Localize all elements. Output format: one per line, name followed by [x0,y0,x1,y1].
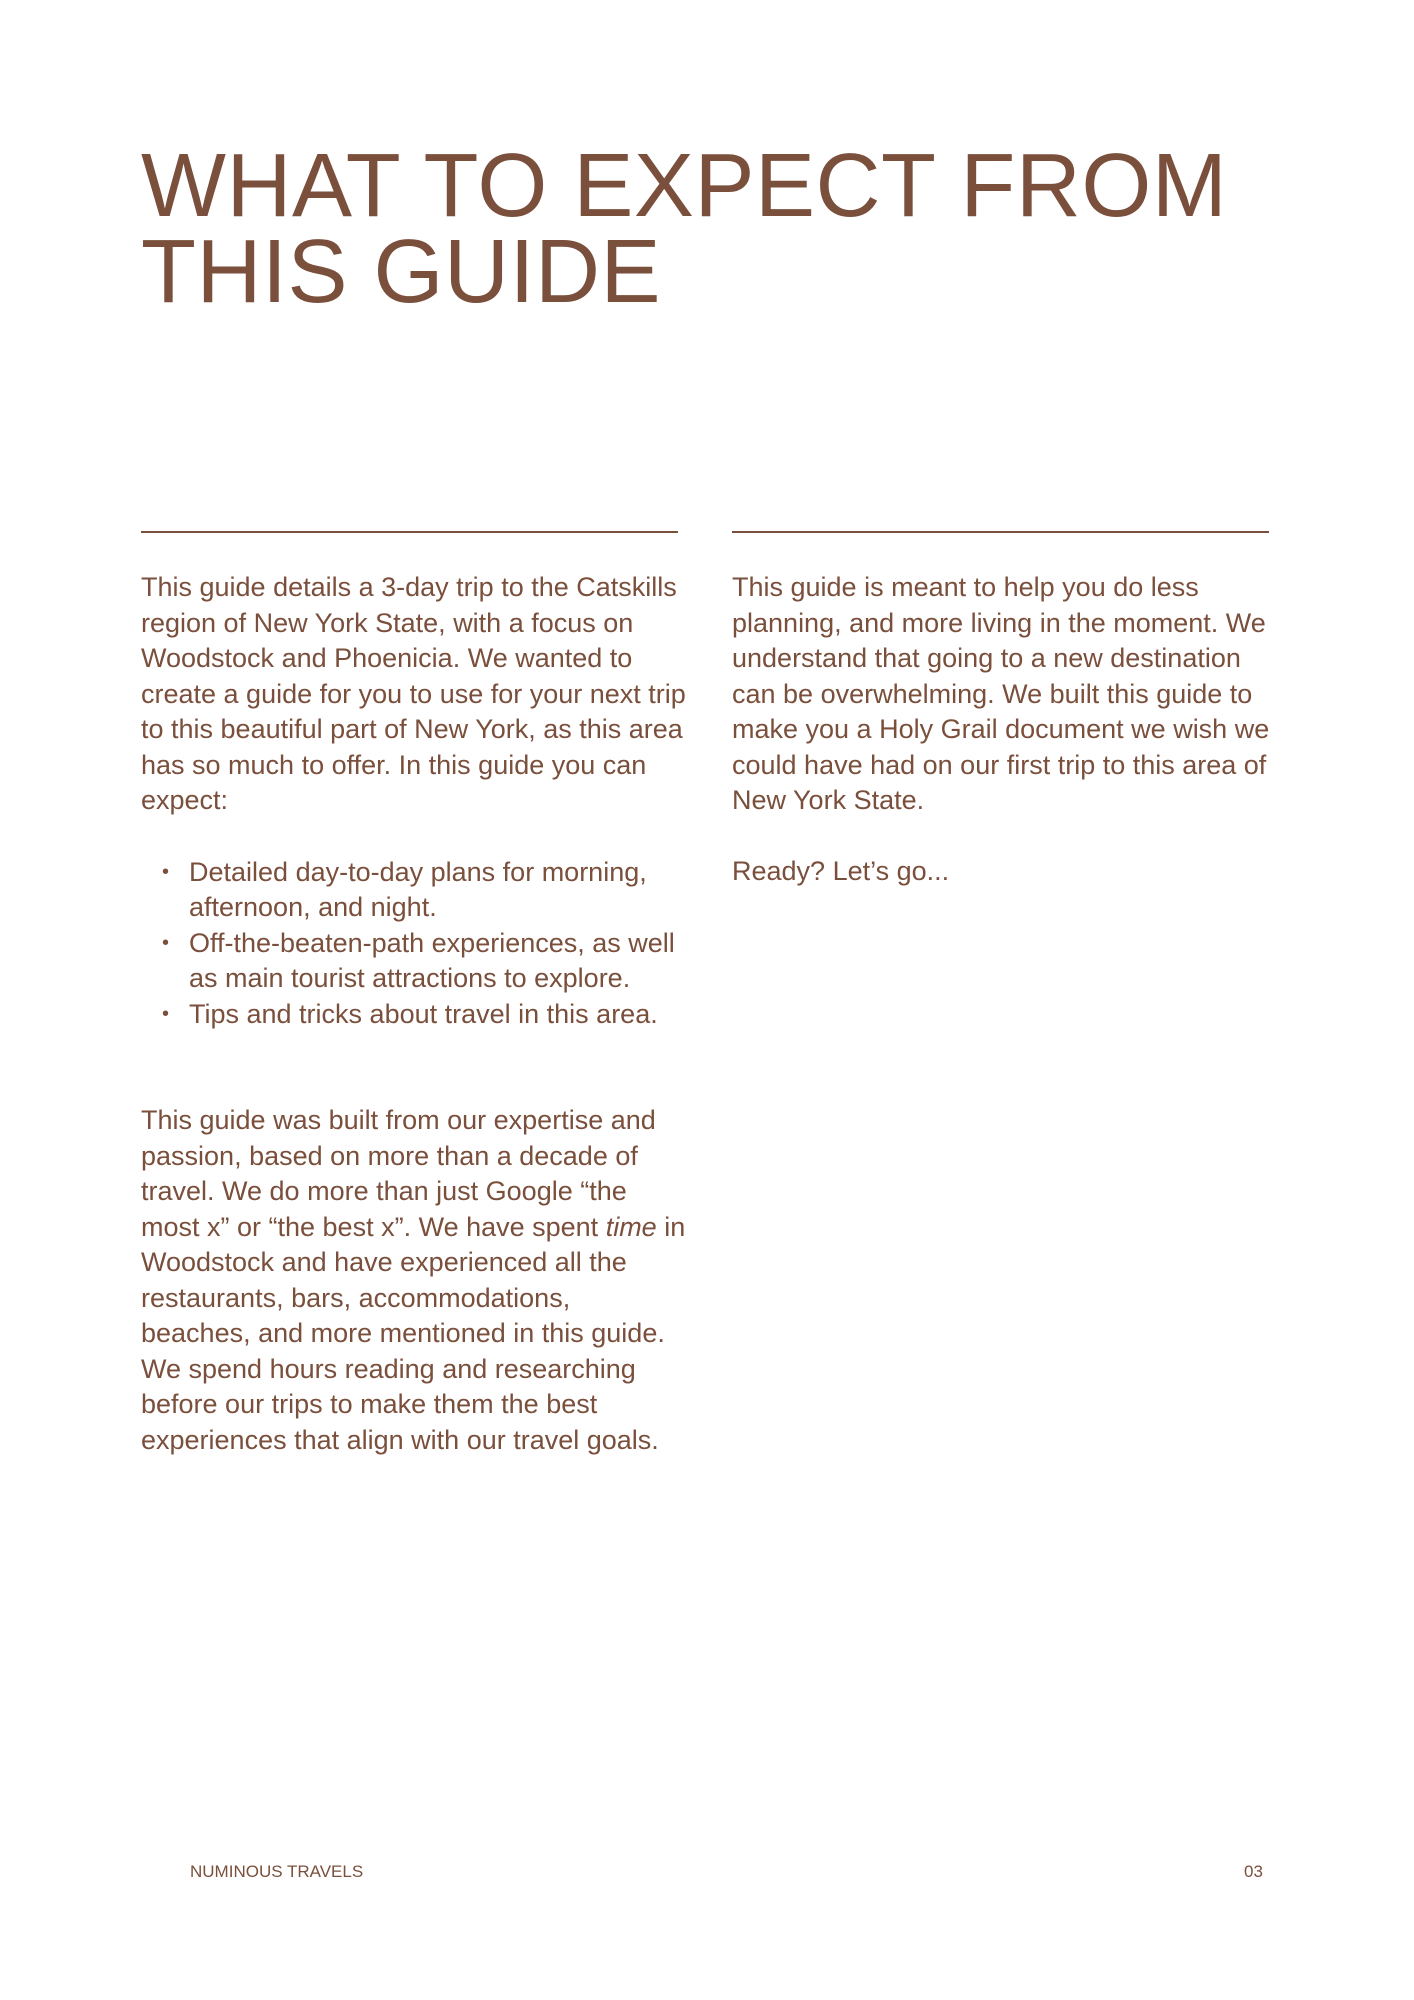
page-title-line-2: THIS GUIDE [141,222,662,322]
call-to-action: Ready? Let’s go... [732,856,950,886]
bullet-icon: • [162,1002,170,1025]
list-item [162,926,686,997]
closing-emphasis: time [605,1211,657,1242]
list-item-text: Off-the-beaten-path experiences, as well as main tourist attractions to explore. [189,927,675,993]
list-item [162,855,686,926]
intro-paragraph: This guide details a 3-day trip to the Catskills region of New York State, with a focus on Woodstock and Phoenicia. We wanted to create a guide for you to use for your next trip to this beautiful part of New York, as this area has so much to offer. In this guide you can expect: [141,572,686,815]
list-item [162,997,686,1033]
right-column [732,570,1277,890]
closing-text-after: in Woodstock and have experienced all the restaurants, bars, accommodations, beaches, and more mentioned in this guide. We spend hours reading and researching before our trips to make them the best experiences that align with our travel goals. [141,1211,686,1455]
bullet-icon: • [162,860,170,883]
footer-brand: NUMINOUS TRAVELS [190,1862,364,1881]
closing-paragraph [141,1103,686,1458]
closing-text-before: This guide was built from our expertise and passion, based on more than a decade of travel. We do more than just Google “the most x” or “the best x”. We have spent [141,1105,656,1242]
bullet-icon: • [162,931,170,954]
page-title-line-1: WHAT TO EXPECT FROM [141,136,1228,236]
list-item-text: Tips and tricks about travel in this area. [189,998,658,1029]
page-number: 03 [1244,1862,1263,1881]
list-item-text: Detailed day-to-day plans for morning, afternoon, and night. [189,856,647,922]
page-title [141,136,1271,322]
purpose-paragraph: This guide is meant to help you do less planning, and more living in the moment. We understand that going to a new destination can be overwhelming. We built this guide to make you a Holy Grail document we wish we could have had on our first trip to this area of New York State. [732,572,1270,815]
expectations-list [141,855,686,1033]
left-column [141,570,686,1458]
left-divider [141,531,678,533]
right-divider [732,531,1269,533]
